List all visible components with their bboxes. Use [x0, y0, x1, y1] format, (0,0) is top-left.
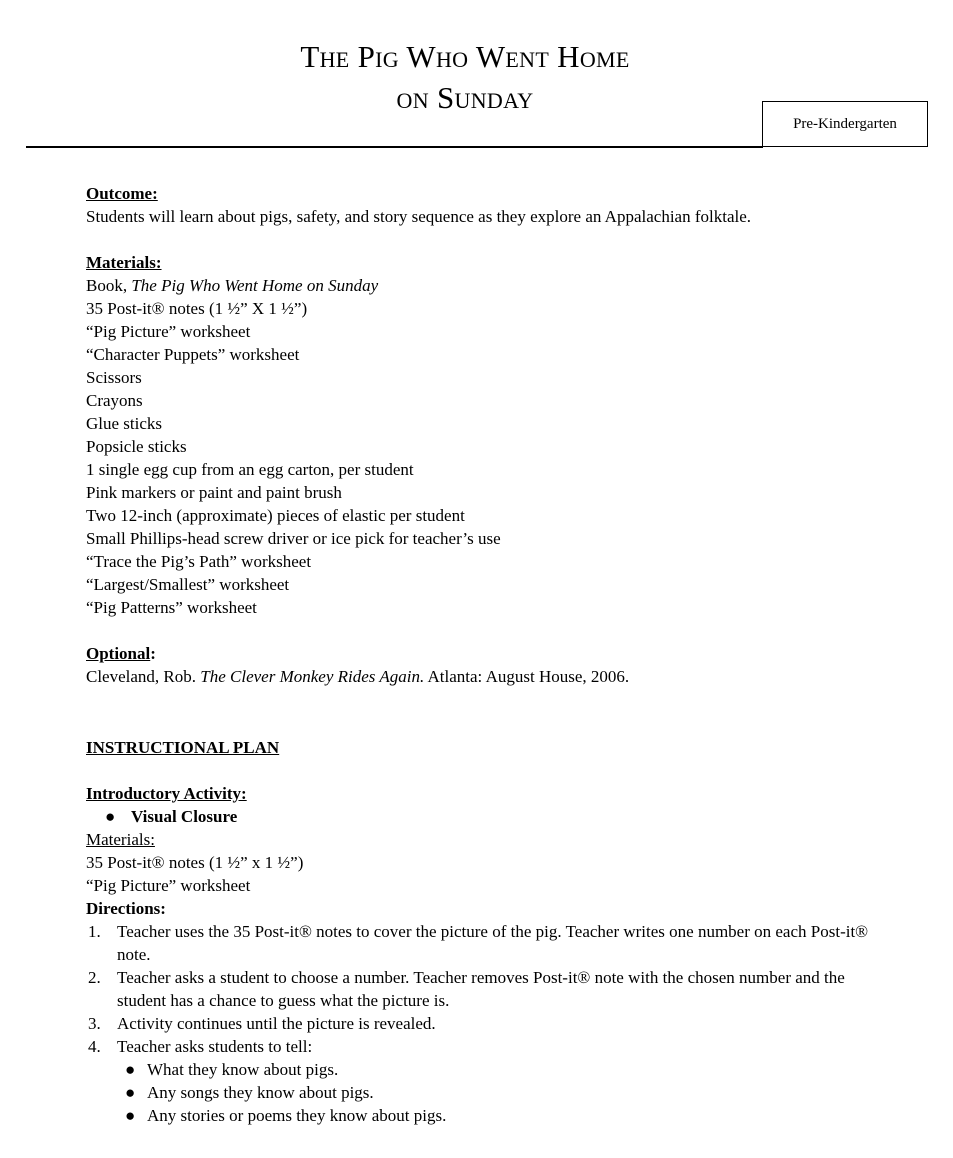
- spacer: [86, 688, 886, 736]
- spacer: [86, 619, 886, 642]
- direction-item: [86, 1035, 886, 1058]
- activity-bullet-row: [86, 805, 886, 828]
- sub-bullet-item: [86, 1081, 886, 1104]
- materials-book-prefix: Book,: [86, 276, 132, 295]
- direction-text: Activity continues until the picture is revealed.: [117, 1014, 436, 1033]
- material-item: “Trace the Pig’s Path” worksheet: [86, 552, 312, 571]
- material-item: “Pig Picture” worksheet: [86, 322, 251, 341]
- title-line-1: The Pig Who Went Home: [300, 39, 630, 74]
- instructional-plan-section: [86, 736, 886, 1127]
- direction-text: Teacher asks students to tell:: [117, 1037, 313, 1056]
- title-line-2: on Sunday: [396, 80, 534, 115]
- materials-book-title: The Pig Who Went Home on Sunday: [131, 276, 379, 295]
- material-item: Glue sticks: [86, 414, 163, 433]
- direction-item: [86, 1012, 886, 1035]
- citation-author: Cleveland, Rob.: [86, 667, 201, 686]
- instructional-plan-heading: INSTRUCTIONAL PLAN: [86, 738, 280, 757]
- material-item: “Largest/Smallest” worksheet: [86, 575, 290, 594]
- header-divider: [26, 146, 763, 148]
- bullet-icon: ●: [125, 1106, 136, 1125]
- sub-bullet-item: [86, 1058, 886, 1081]
- material-item: Popsicle sticks: [86, 437, 187, 456]
- directions-list: [86, 920, 886, 1058]
- optional-citation: [86, 665, 886, 688]
- material-item: 1 single egg cup from an egg carton, per student: [86, 460, 414, 479]
- material-item: Two 12-inch (approximate) pieces of elastic per student: [86, 506, 465, 525]
- direction-number: 4.: [88, 1037, 101, 1056]
- directions-heading: Directions:: [86, 899, 166, 918]
- sub-bullet-text: Any stories or poems they know about pigs.: [147, 1106, 447, 1125]
- citation-title: The Clever Monkey Rides Again.: [200, 667, 425, 686]
- outcome-text: Students will learn about pigs, safety, and story sequence as they explore an Appalachian folktale.: [86, 207, 752, 226]
- direction-number: 3.: [88, 1014, 101, 1033]
- document-body: [86, 182, 886, 1127]
- spacer: [86, 228, 886, 251]
- optional-heading: [86, 642, 886, 665]
- grade-level-box: [762, 101, 928, 147]
- direction-sub-bullets: [86, 1058, 886, 1127]
- material-item: Scissors: [86, 368, 142, 387]
- introductory-activity-heading: Introductory Activity:: [86, 784, 247, 803]
- materials-heading: Materials:: [86, 253, 162, 272]
- direction-number: 1.: [88, 922, 101, 941]
- optional-heading-word: Optional: [86, 644, 151, 663]
- sub-bullet-item: [86, 1104, 886, 1127]
- outcome-section: [86, 182, 886, 228]
- spacer: [86, 759, 886, 782]
- activity-material-item: “Pig Picture” worksheet: [86, 876, 251, 895]
- material-item: “Pig Patterns” worksheet: [86, 598, 257, 617]
- bullet-icon: ●: [105, 807, 116, 826]
- direction-item: [86, 966, 886, 1012]
- sub-bullet-text: What they know about pigs.: [147, 1060, 339, 1079]
- material-item: Small Phillips-head screw driver or ice pick for teacher’s use: [86, 529, 501, 548]
- activity-material-item: 35 Post-it® notes (1 ½” x 1 ½”): [86, 853, 304, 872]
- material-item: “Character Puppets” worksheet: [86, 345, 300, 364]
- document-header: [0, 0, 953, 150]
- direction-number: 2.: [88, 968, 101, 987]
- activity-materials-heading: Materials:: [86, 830, 155, 849]
- material-item: Crayons: [86, 391, 143, 410]
- grade-level-label: Pre-Kindergarten: [793, 115, 897, 132]
- activity-name: Visual Closure: [131, 807, 238, 826]
- material-item: Pink markers or paint and paint brush: [86, 483, 342, 502]
- direction-text: Teacher asks a student to choose a number. Teacher removes Post-it® note with the chosen number and the student has a chance to guess what the picture is.: [117, 968, 845, 1010]
- bullet-icon: ●: [125, 1083, 136, 1102]
- bullet-icon: ●: [125, 1060, 136, 1079]
- optional-section: [86, 642, 886, 688]
- materials-section: [86, 251, 886, 619]
- sub-bullet-text: Any songs they know about pigs.: [147, 1083, 374, 1102]
- outcome-heading: Outcome:: [86, 184, 158, 203]
- direction-item: [86, 920, 886, 966]
- optional-heading-colon: :: [150, 644, 156, 663]
- materials-book-line: [86, 274, 886, 297]
- citation-publisher: Atlanta: August House, 2006.: [424, 667, 630, 686]
- direction-text: Teacher uses the 35 Post-it® notes to cover the picture of the pig. Teacher writes one number on each Post-it® note.: [117, 922, 869, 964]
- material-item: 35 Post-it® notes (1 ½” X 1 ½”): [86, 299, 308, 318]
